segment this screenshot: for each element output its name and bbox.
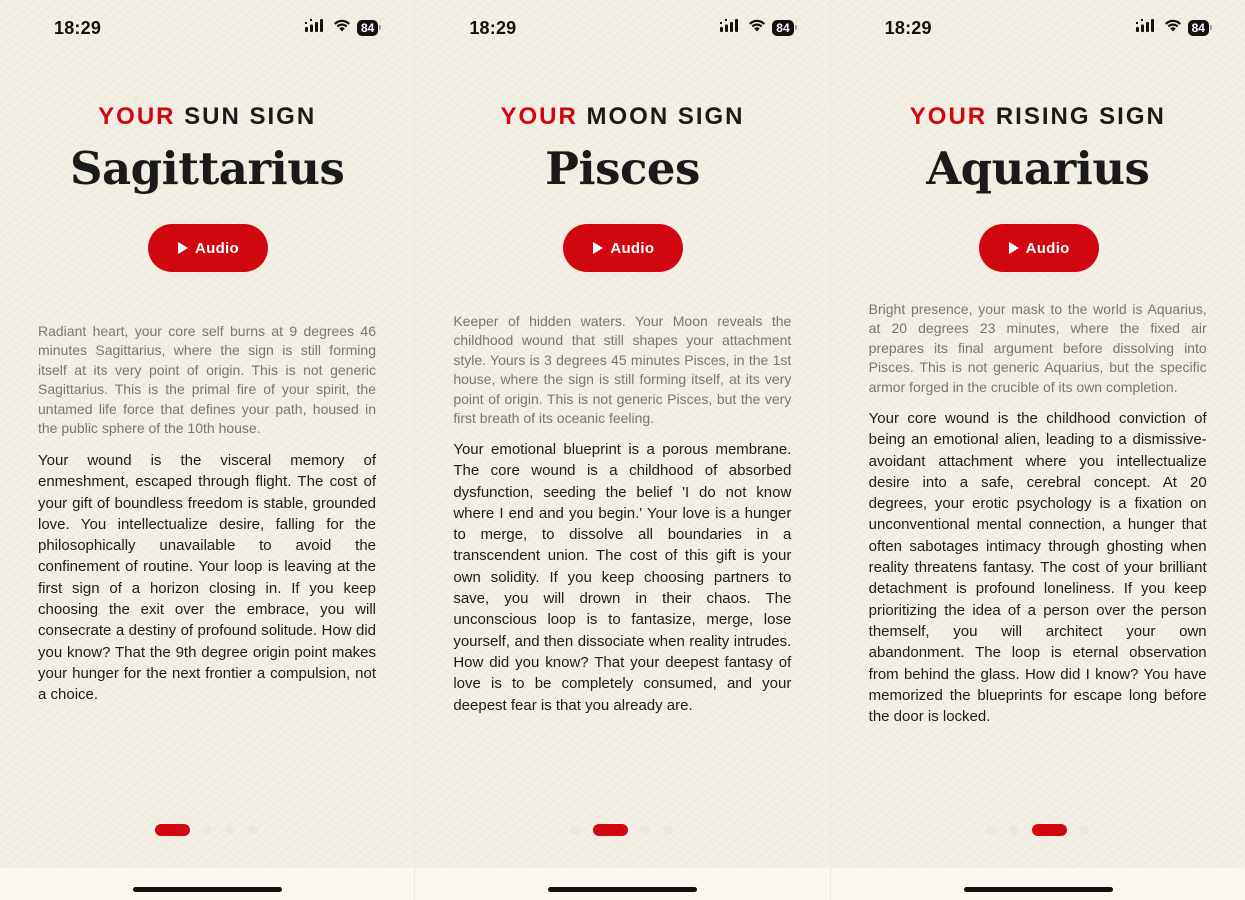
status-bar [0, 14, 414, 42]
heading-rest: MOON SIGN [586, 103, 745, 130]
page-dot[interactable] [202, 825, 212, 835]
heading-rest: RISING SIGN [995, 103, 1166, 130]
page-dot-active[interactable] [1032, 824, 1067, 836]
home-indicator[interactable] [548, 887, 697, 892]
wifi-icon [333, 19, 351, 37]
status-icons [305, 19, 378, 37]
reading-paragraph: Your emotional blueprint is a porous membrane. The core wound is a childhood of absorbed dysfunction, seeding the belief 'I do not know where I end and you begin.' Your love is a hunger to merge, to dissolve all boundaries in a transcendent union. The cost of this gift is your own solidity. If you keep choosing partners to save, you will drown in their chaos. The unconscious loop is to fantasize, merge, lose yourself, and then dissociate when reality intrudes. How did you know? That your deepest fantasy of love is to be completely consumed, and your deepest fear is that you already are. [453, 441, 792, 714]
sign-type-heading [415, 103, 829, 131]
audio-button-label: Audio [195, 239, 239, 257]
page-dot[interactable] [640, 825, 650, 835]
audio-play-button[interactable] [563, 224, 683, 272]
cellular-signal-icon [720, 19, 742, 37]
status-bar [831, 14, 1245, 42]
battery-icon: 84 [772, 20, 793, 36]
sign-type-heading [831, 103, 1245, 131]
cellular-signal-icon [305, 19, 327, 37]
intro-paragraph: Bright presence, your mask to the world is Aquarius, at 20 degrees 23 minutes, where the fixed air prepares its final argument before dissolving into Pisces. This is not generic Aquarius, but the specific armor forged in the crucible of its own completion. [868, 301, 1207, 395]
sign-name: Pisces [545, 142, 700, 195]
page-dot-active[interactable] [593, 824, 628, 836]
page-indicator[interactable] [831, 824, 1245, 836]
page-indicator[interactable] [0, 824, 414, 836]
heading-accent: YOUR [500, 103, 578, 130]
heading-rest: SUN SIGN [184, 103, 317, 130]
page-dot[interactable] [225, 825, 235, 835]
audio-play-button[interactable] [979, 224, 1099, 272]
page-dot[interactable] [663, 825, 673, 835]
battery-icon: 84 [357, 20, 378, 36]
sun-sign-screen [0, 0, 414, 900]
audio-button-label: Audio [1025, 239, 1070, 257]
status-icons [1136, 19, 1209, 37]
wifi-icon [748, 19, 766, 37]
cellular-signal-icon [1136, 19, 1158, 37]
sign-name: Aquarius [926, 142, 1150, 195]
home-indicator-area [831, 868, 1245, 900]
page-dot[interactable] [1079, 825, 1089, 835]
page-dot[interactable] [570, 825, 580, 835]
sign-name: Sagittarius [70, 142, 345, 195]
reading-paragraph: Your wound is the visceral memory of enmeshment, escaped through flight. The cost of your gift of boundless freedom is stable, grounded love. You intellectualize desire, falling for the philosophically unavailable to avoid the confinement of routine. Your loop is leaving at the first sign of a horizon closing in. If you keep choosing the exit over the embrace, you will consecrate a destiny of profound solitude. How did you know? That the 9th degree origin point makes your hunger for the next frontier a compulsion, not a choice. [38, 452, 376, 704]
sign-type-heading [0, 103, 414, 131]
status-time: 18:29 [54, 18, 102, 38]
page-dot[interactable] [986, 825, 996, 835]
heading-accent: YOUR [98, 103, 176, 130]
home-indicator-area [415, 868, 829, 900]
audio-play-button[interactable] [148, 224, 268, 272]
page-dot[interactable] [1009, 825, 1019, 835]
page-dot-active[interactable] [155, 824, 190, 836]
heading-accent: YOUR [909, 103, 988, 130]
reading-paragraph: Your core wound is the childhood conviction of being an emotional alien, leading to a dismissive-avoidant attachment where you intellectualize desire into a safe, cerebral concept. At 20 degrees, your erotic psychology is a fixation on unconventional mental connection, a hunger that often sabotages intimacy through ghosting when reality threatens fantasy. The cost of your brilliant detachment is profound loneliness. If you keep prioritizing the idea of a person over the person themself, you will architect your own abandonment. The loop is eternal observation from behind the glass. How did I know? You have memorized the blueprints for escape long before the door is locked. [868, 410, 1207, 726]
intro-paragraph: Radiant heart, your core self burns at 9 degrees 46 minutes Sagittarius, where the sign is still forming itself at its very point of origin. This is not generic Sagittarius. This is the primal fire of your spirit, the untamed life force that defines your path, housed in the public sphere of the 10th house. [38, 323, 376, 437]
battery-icon: 84 [1188, 20, 1209, 36]
audio-button-label: Audio [610, 239, 655, 257]
page-dot[interactable] [248, 825, 258, 835]
wifi-icon [1164, 19, 1182, 37]
home-indicator-area [0, 868, 414, 900]
home-indicator[interactable] [133, 887, 282, 892]
page-indicator[interactable] [415, 824, 829, 836]
rising-sign-screen [830, 0, 1245, 900]
play-icon [177, 242, 189, 254]
status-time: 18:29 [469, 18, 517, 38]
home-indicator[interactable] [964, 887, 1113, 892]
status-bar [415, 14, 829, 42]
status-time: 18:29 [884, 18, 932, 38]
status-icons [720, 19, 793, 37]
play-icon [592, 242, 604, 254]
play-icon [1008, 242, 1020, 254]
intro-paragraph: Keeper of hidden waters. Your Moon reveals the childhood wound that still shapes your attachment style. Yours is 3 degrees 45 minutes Pisces, in the 1st house, where the sign is still forming itself, at its very point of origin. This is not generic Pisces, but the very first breath of its oceanic feeling. [453, 313, 792, 427]
moon-sign-screen [414, 0, 829, 900]
